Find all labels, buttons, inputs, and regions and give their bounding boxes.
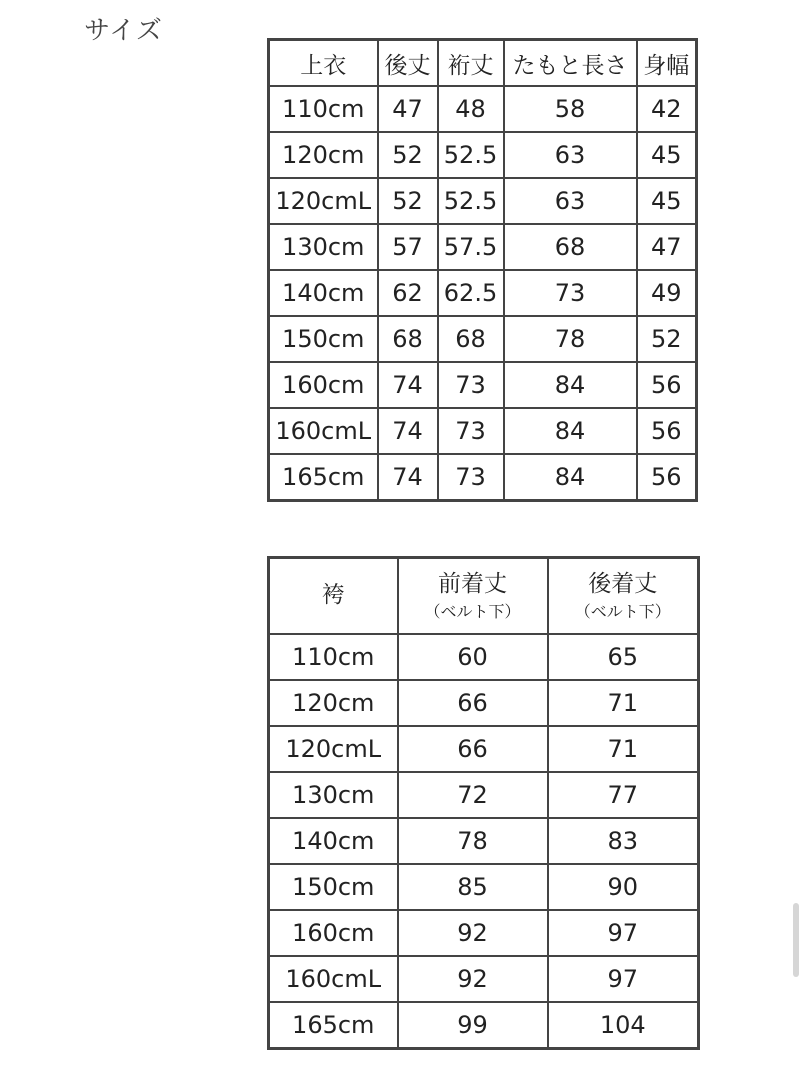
value-cell: 68 bbox=[504, 224, 637, 270]
size-label-cell: 160cmL bbox=[269, 956, 398, 1002]
table-row bbox=[269, 454, 697, 501]
header-cell bbox=[398, 558, 548, 635]
value-cell: 68 bbox=[378, 316, 438, 362]
value-cell: 63 bbox=[504, 178, 637, 224]
value-cell: 84 bbox=[504, 454, 637, 501]
header-cell: 後丈 bbox=[378, 40, 438, 87]
value-cell: 83 bbox=[548, 818, 699, 864]
value-cell: 78 bbox=[504, 316, 637, 362]
value-cell: 63 bbox=[504, 132, 637, 178]
value-cell: 47 bbox=[637, 224, 697, 270]
size-label-cell: 160cm bbox=[269, 910, 398, 956]
value-cell: 92 bbox=[398, 910, 548, 956]
value-cell: 52 bbox=[637, 316, 697, 362]
size-label-cell: 150cm bbox=[269, 316, 378, 362]
value-cell: 60 bbox=[398, 634, 548, 680]
value-cell: 57 bbox=[378, 224, 438, 270]
value-cell: 71 bbox=[548, 726, 699, 772]
jacket-size-table bbox=[267, 38, 698, 502]
header-cell: 上衣 bbox=[269, 40, 378, 87]
value-cell: 52.5 bbox=[438, 132, 504, 178]
size-label-cell: 140cm bbox=[269, 270, 378, 316]
value-cell: 74 bbox=[378, 454, 438, 501]
value-cell: 84 bbox=[504, 362, 637, 408]
header-sub: （ベルト下） bbox=[424, 602, 521, 622]
size-label-cell: 130cm bbox=[269, 772, 398, 818]
value-cell: 72 bbox=[398, 772, 548, 818]
table-row bbox=[269, 818, 699, 864]
value-cell: 56 bbox=[637, 362, 697, 408]
value-cell: 71 bbox=[548, 680, 699, 726]
value-cell: 99 bbox=[398, 1002, 548, 1049]
value-cell: 57.5 bbox=[438, 224, 504, 270]
header-cell: 身幅 bbox=[637, 40, 697, 87]
value-cell: 52.5 bbox=[438, 178, 504, 224]
size-label-cell: 110cm bbox=[269, 86, 378, 132]
value-cell: 45 bbox=[637, 178, 697, 224]
table-row bbox=[269, 772, 699, 818]
value-cell: 90 bbox=[548, 864, 699, 910]
table-row bbox=[269, 224, 697, 270]
size-label-cell: 120cm bbox=[269, 132, 378, 178]
header-sub: （ベルト下） bbox=[574, 602, 671, 622]
table-row bbox=[269, 634, 699, 680]
value-cell: 74 bbox=[378, 408, 438, 454]
table-row bbox=[269, 864, 699, 910]
size-label-cell: 160cmL bbox=[269, 408, 378, 454]
value-cell: 62.5 bbox=[438, 270, 504, 316]
value-cell: 56 bbox=[637, 454, 697, 501]
header-main: 袴 bbox=[321, 582, 345, 609]
table-header-row bbox=[269, 558, 699, 635]
value-cell: 47 bbox=[378, 86, 438, 132]
size-label-cell: 120cm bbox=[269, 680, 398, 726]
table-row bbox=[269, 132, 697, 178]
size-label-cell: 160cm bbox=[269, 362, 378, 408]
value-cell: 68 bbox=[438, 316, 504, 362]
value-cell: 65 bbox=[548, 634, 699, 680]
value-cell: 52 bbox=[378, 132, 438, 178]
table-row bbox=[269, 408, 697, 454]
value-cell: 56 bbox=[637, 408, 697, 454]
table-row bbox=[269, 362, 697, 408]
table-row bbox=[269, 956, 699, 1002]
size-label-cell: 120cmL bbox=[269, 726, 398, 772]
table-row bbox=[269, 316, 697, 362]
value-cell: 97 bbox=[548, 910, 699, 956]
size-label-cell: 140cm bbox=[269, 818, 398, 864]
table-row bbox=[269, 680, 699, 726]
header-main: 前着丈 bbox=[438, 570, 507, 597]
value-cell: 66 bbox=[398, 680, 548, 726]
value-cell: 62 bbox=[378, 270, 438, 316]
table-row bbox=[269, 86, 697, 132]
value-cell: 73 bbox=[438, 362, 504, 408]
value-cell: 85 bbox=[398, 864, 548, 910]
scrollbar-thumb[interactable] bbox=[793, 903, 799, 977]
header-cell bbox=[269, 558, 398, 635]
value-cell: 66 bbox=[398, 726, 548, 772]
table-header-row bbox=[269, 40, 697, 87]
size-label-cell: 165cm bbox=[269, 1002, 398, 1049]
table-row bbox=[269, 1002, 699, 1049]
value-cell: 104 bbox=[548, 1002, 699, 1049]
value-cell: 45 bbox=[637, 132, 697, 178]
value-cell: 73 bbox=[438, 454, 504, 501]
value-cell: 73 bbox=[438, 408, 504, 454]
value-cell: 42 bbox=[637, 86, 697, 132]
section-title: サイズ bbox=[84, 16, 163, 46]
value-cell: 48 bbox=[438, 86, 504, 132]
value-cell: 52 bbox=[378, 178, 438, 224]
size-label-cell: 130cm bbox=[269, 224, 378, 270]
value-cell: 49 bbox=[637, 270, 697, 316]
value-cell: 97 bbox=[548, 956, 699, 1002]
value-cell: 78 bbox=[398, 818, 548, 864]
header-cell bbox=[548, 558, 699, 635]
table-row bbox=[269, 910, 699, 956]
table-row bbox=[269, 270, 697, 316]
header-cell: 裄丈 bbox=[438, 40, 504, 87]
size-label-cell: 165cm bbox=[269, 454, 378, 501]
table-row bbox=[269, 726, 699, 772]
value-cell: 58 bbox=[504, 86, 637, 132]
hakama-size-table bbox=[267, 556, 700, 1050]
size-label-cell: 110cm bbox=[269, 634, 398, 680]
size-label-cell: 150cm bbox=[269, 864, 398, 910]
header-cell: たもと長さ bbox=[504, 40, 637, 87]
table-row bbox=[269, 178, 697, 224]
value-cell: 73 bbox=[504, 270, 637, 316]
value-cell: 74 bbox=[378, 362, 438, 408]
size-label-cell: 120cmL bbox=[269, 178, 378, 224]
value-cell: 92 bbox=[398, 956, 548, 1002]
value-cell: 84 bbox=[504, 408, 637, 454]
value-cell: 77 bbox=[548, 772, 699, 818]
header-main: 後着丈 bbox=[588, 570, 658, 597]
